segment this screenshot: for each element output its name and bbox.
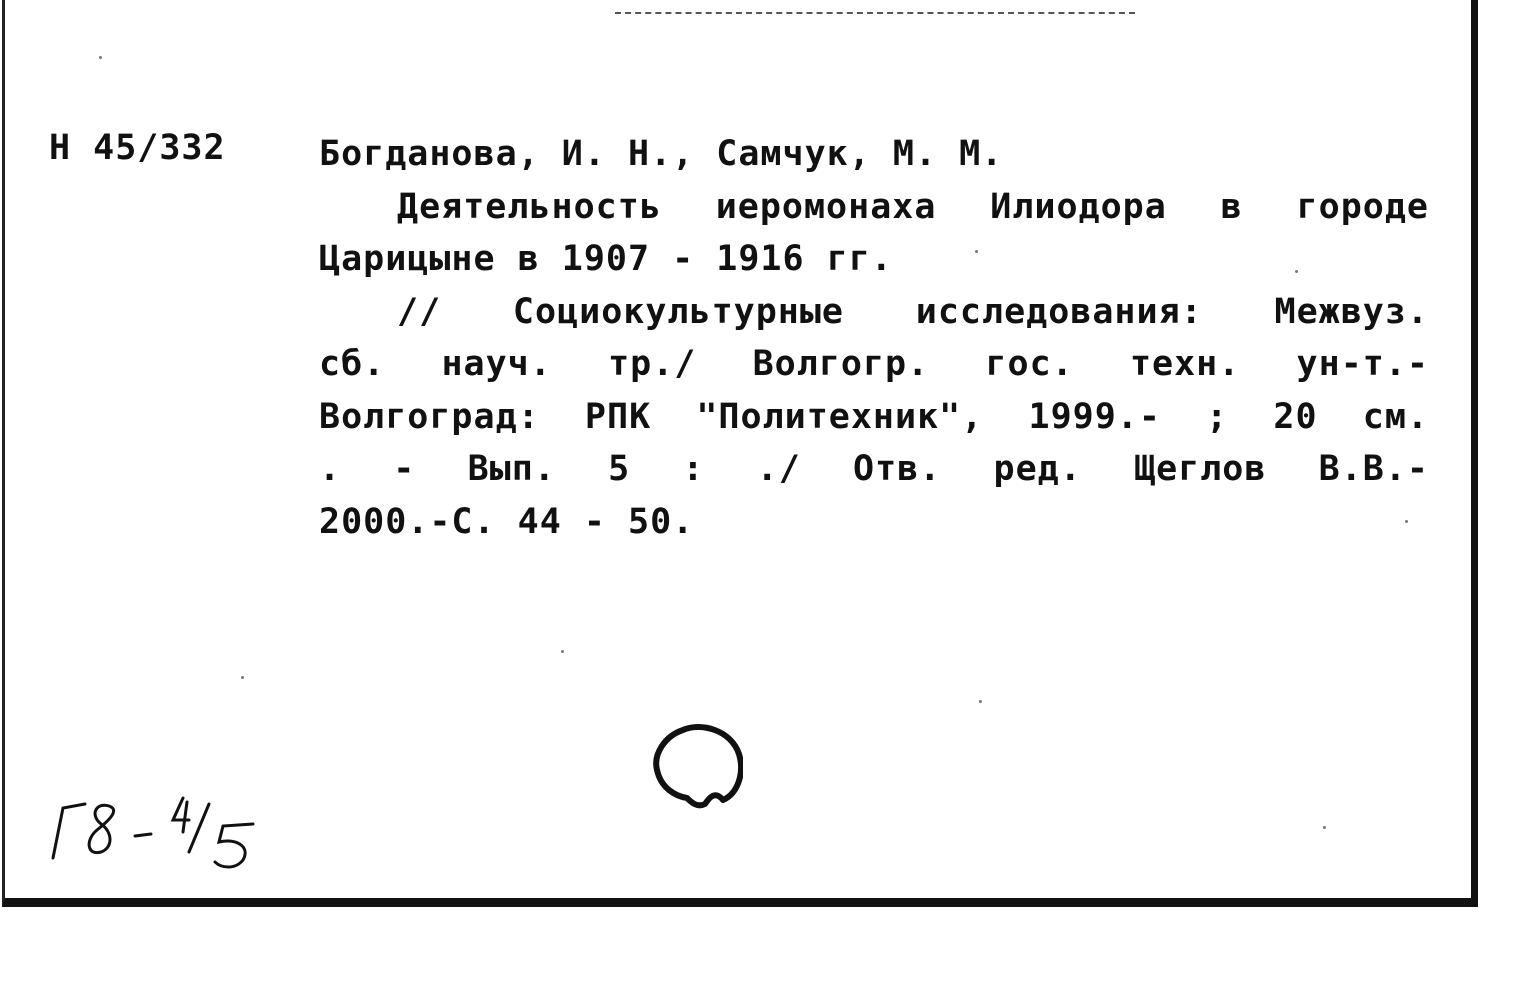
speck [241,676,244,679]
speck [979,700,982,703]
source-line-1: // Социокультурные исследования: Межвуз. [397,291,1429,332]
source-line-2: сб. науч. тр./ Волгогр. гос. техн. ун-т.- [319,344,1429,384]
speck [1295,270,1298,273]
shelfmark: Н 45/332 [49,128,226,168]
bibliographic-entry [319,128,1429,548]
card-top-edge-dashes [615,12,1135,14]
speck [561,650,564,653]
punch-hole-icon [653,724,743,810]
source-line-4: . - Вып. 5 : ./ Отв. ред. Щеглов В.В.- [319,449,1429,489]
handwritten-note [43,788,263,878]
title-line-1: Деятельность иеромонаха Илиодора в городе [397,186,1429,227]
catalog-card [2,0,1478,907]
speck [1323,826,1326,829]
speck [975,250,978,253]
title-line-2: Царицыне в 1907 - 1916 гг. [319,239,893,279]
source-line-3: Волгоград: РПК "Политехник", 1999.- ; 20 см. [319,396,1429,437]
speck [1405,520,1408,523]
speck [99,56,102,59]
author-line: Богданова, И. Н., Самчук, М. М. [319,134,1004,174]
source-line-5: 2000.-С. 44 - 50. [319,501,695,542]
